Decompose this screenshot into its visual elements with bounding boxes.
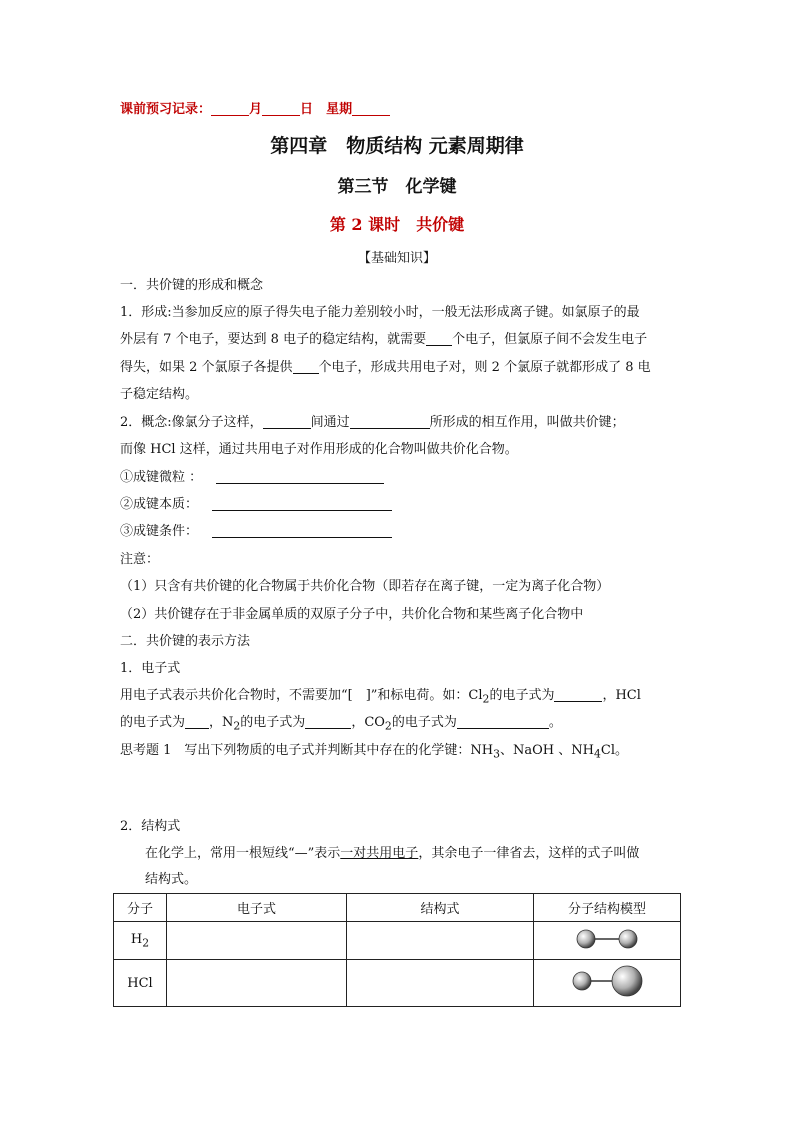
table-row	[114, 960, 681, 1007]
month-label: 月	[249, 102, 263, 117]
header-structure-model: 分子结构模型	[534, 894, 681, 922]
hcl-ball-stick-model	[570, 963, 644, 999]
record-label: 课前预习记录：	[120, 102, 212, 117]
weekday-blank[interactable]	[352, 101, 390, 116]
header-electron-formula: 电子式	[167, 894, 347, 922]
blank-hcl-formula[interactable]	[185, 714, 209, 729]
bond-condition-label: ③成键条件：	[120, 524, 199, 539]
text: 的电子式为	[120, 715, 186, 730]
text: ，其余电子一律省去，这样的式子叫做	[418, 846, 640, 861]
structural-formula-line-1	[145, 842, 639, 861]
header-structural-formula: 结构式	[347, 894, 534, 922]
part2-heading: 二．共价键的表示方法	[120, 634, 251, 649]
bond-essence-label: ②成键本质：	[120, 497, 199, 512]
preview-record	[120, 98, 390, 117]
h2-ball-stick-model	[572, 926, 642, 952]
blank-electrons-needed[interactable]	[426, 331, 452, 346]
text: 外层有 7 个电子，要达到 8 电子的稳定结构，就需要	[120, 332, 427, 347]
subscript: 2	[482, 692, 490, 706]
text: 的电子式为	[489, 688, 555, 703]
subscript: 2	[233, 719, 241, 733]
month-blank[interactable]	[211, 101, 249, 116]
concept-line-2: 而像 HCl 这样，通过共用电子对作用形成的化合物叫做共价化合物。	[120, 442, 518, 457]
blank-cl2-formula[interactable]	[554, 687, 602, 702]
day-blank[interactable]	[262, 101, 300, 116]
bond-essence-row	[120, 493, 392, 512]
structural-formula-heading: 2．结构式	[120, 819, 181, 834]
subscript: 3	[493, 747, 501, 761]
section-title: 第三节 化学键	[337, 177, 457, 197]
bond-particles-blank[interactable]	[216, 469, 384, 484]
bond-condition-row	[120, 520, 392, 539]
text: 。	[548, 715, 562, 730]
molecule-name-cell	[114, 922, 167, 960]
bond-particles-row	[120, 466, 384, 485]
molecule-name: H	[130, 931, 143, 947]
bond-condition-blank[interactable]	[212, 523, 392, 538]
basics-heading: 【基础知识】	[357, 251, 436, 266]
bond-particles-label: ①成键微粒 ：	[120, 470, 203, 485]
text: 2．概念:像氯分子这样，	[120, 415, 263, 430]
blank-through[interactable]	[350, 414, 430, 429]
text: ，HCl	[602, 688, 641, 703]
underlined-text: 一对共用电子	[340, 846, 419, 861]
bond-essence-blank[interactable]	[212, 496, 392, 511]
think-question-1	[120, 739, 628, 761]
blank-n2-formula[interactable]	[305, 714, 351, 729]
subscript: 2	[384, 719, 392, 733]
molecule-name: HCl	[127, 975, 153, 991]
electron-formula-cell[interactable]	[167, 960, 347, 1007]
electron-formula-line-1	[120, 684, 641, 706]
weekday-label: 星期	[326, 102, 353, 117]
blank-electrons-provided[interactable]	[293, 359, 319, 374]
electron-formula-cell[interactable]	[167, 922, 347, 960]
formation-line-2	[120, 328, 647, 347]
electron-formula-line-2	[120, 711, 562, 733]
note-1: （1）只含有共价键的化合物属于共价化合物（即若存在离子键，一定为离子化合物）	[120, 579, 610, 594]
text: 得失，如果 2 个氯原子各提供	[120, 360, 293, 375]
text: 间通过	[310, 415, 350, 430]
structural-formula-cell[interactable]	[347, 960, 534, 1007]
blank-co2-formula[interactable]	[457, 714, 549, 729]
chapter-title: 第四章 物质结构 元素周期律	[270, 135, 524, 157]
table-header-row	[114, 894, 681, 922]
part1-heading: 一．共价键的形成和概念	[120, 278, 264, 293]
structure-model-cell	[534, 922, 681, 960]
molecule-name-cell	[114, 960, 167, 1007]
subscript: 4	[593, 747, 601, 761]
text: 个电子，形成共用电子对，则 2 个氯原子就都形成了 8 电	[318, 360, 651, 375]
day-label: 日	[300, 102, 314, 117]
molecule-table	[113, 893, 681, 1007]
text: 、NaOH 、NH	[500, 743, 594, 758]
formation-line-1: 1．形成:当参加反应的原子得失电子能力差别较小时，一般无法形成离子键。如氯原子的最	[120, 305, 640, 320]
text: 的电子式为	[391, 715, 457, 730]
text: 在化学上，常用一根短线“—”表示	[145, 846, 341, 861]
text: Cl。	[600, 743, 628, 758]
text: 的电子式为	[240, 715, 306, 730]
text: ，N	[209, 715, 234, 730]
structural-formula-line-2: 结构式。	[145, 872, 198, 887]
text: 个电子，但氯原子间不会发生电子	[452, 332, 648, 347]
text: 所形成的相互作用，叫做共价键；	[429, 415, 625, 430]
structure-model-cell	[534, 960, 681, 1007]
table-row	[114, 922, 681, 960]
text: ，CO	[351, 715, 385, 730]
note-label: 注意：	[120, 552, 160, 567]
text: 用电子式表示共价化合物时，不需要加“[ ]”和标电荷。如：Cl	[120, 688, 483, 703]
formation-line-4: 子稳定结构。	[120, 387, 199, 402]
structural-formula-cell[interactable]	[347, 922, 534, 960]
subscript: 2	[142, 936, 150, 950]
concept-line-1	[120, 411, 625, 430]
text: 思考题 1 写出下列物质的电子式并判断其中存在的化学键：NH	[120, 743, 494, 758]
note-2: （2）共价键存在于非金属单质的双原子分子中，共价化合物和某些离子化合物中	[120, 607, 584, 622]
electron-formula-heading: 1．电子式	[120, 661, 181, 676]
blank-between[interactable]	[263, 414, 311, 429]
lesson-title: 第 2 课时 共价键	[329, 215, 465, 234]
formation-line-3	[120, 356, 651, 375]
header-molecule: 分子	[114, 894, 167, 922]
